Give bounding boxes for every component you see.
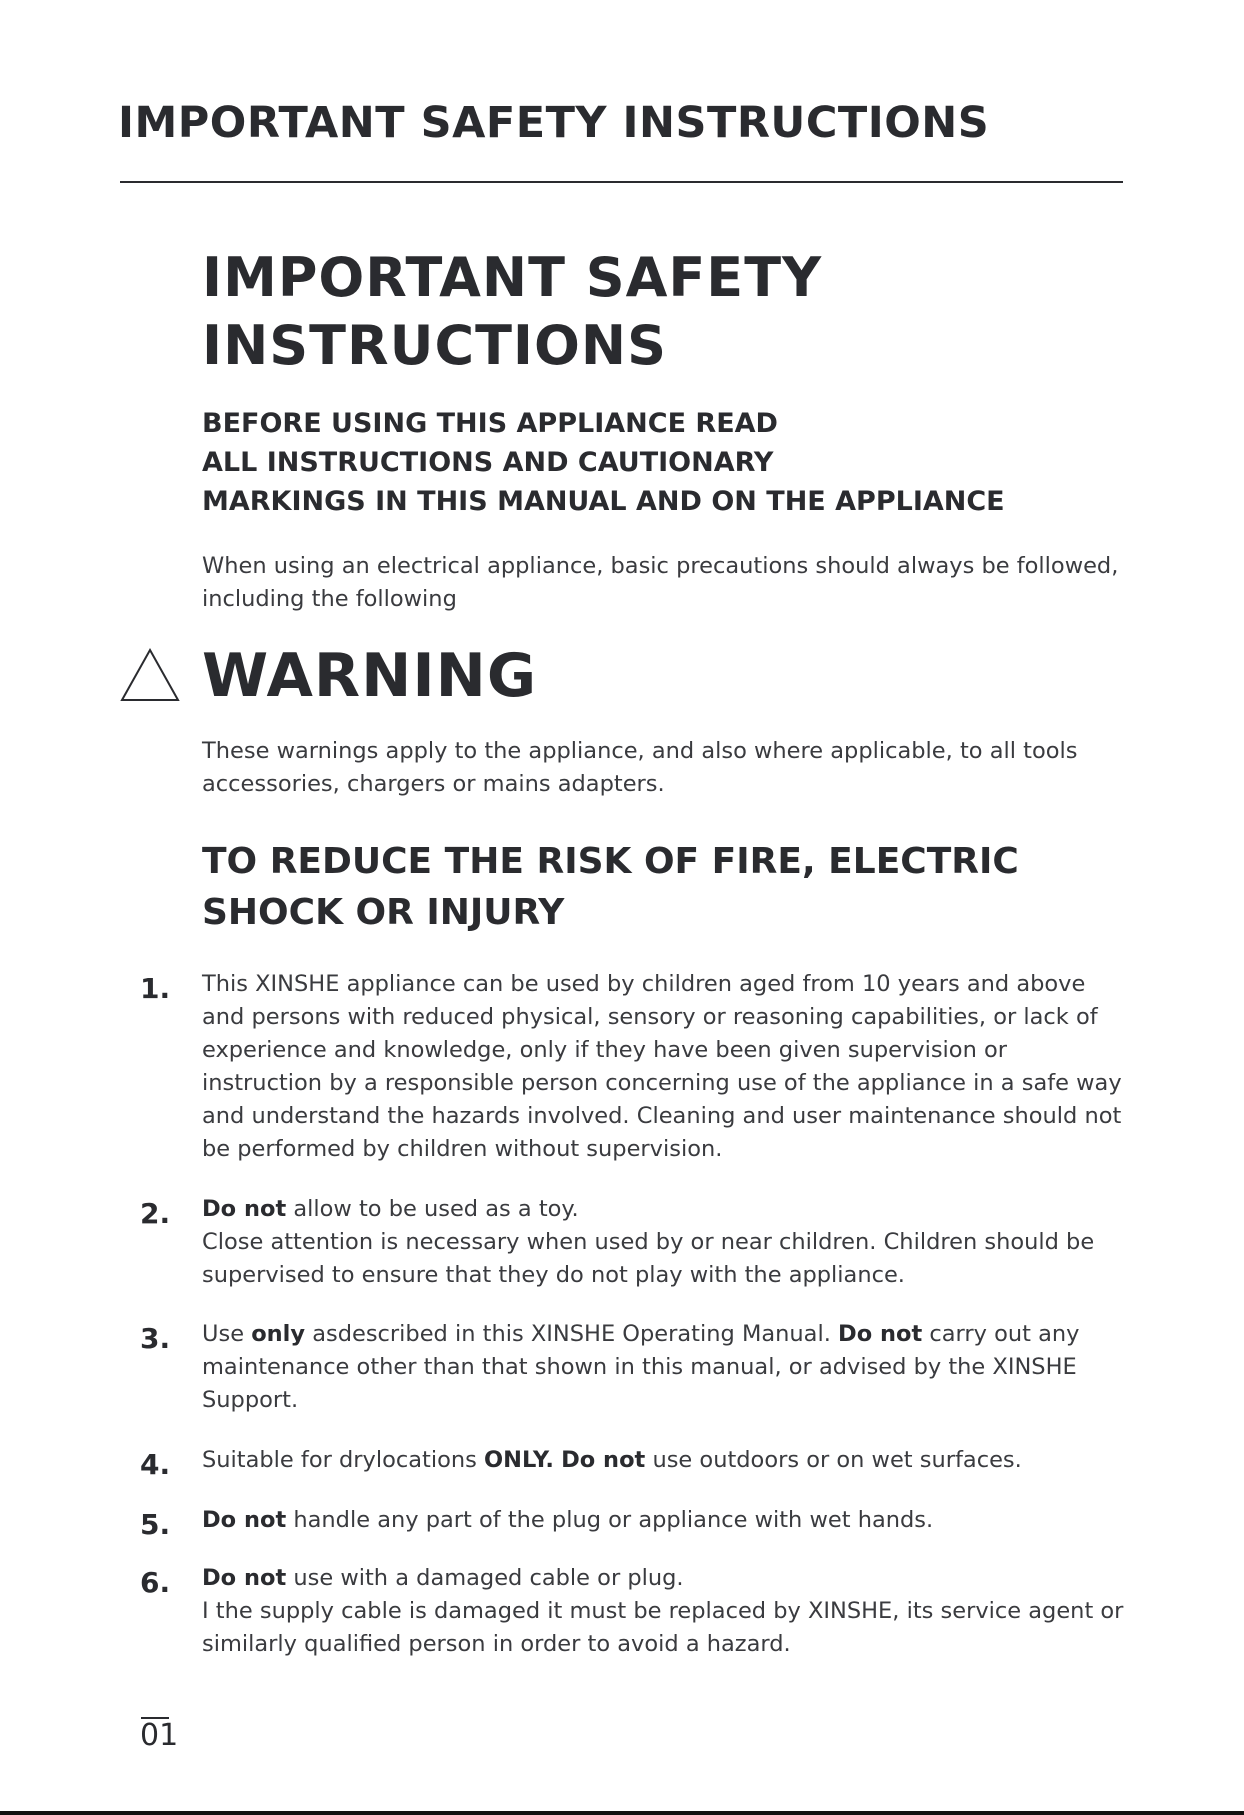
item-text-span: use outdoors or on wet surfaces.	[645, 1447, 1022, 1473]
read-instructions-heading	[202, 404, 1005, 521]
sub-heading-line: BEFORE USING THIS APPLIANCE READ	[202, 408, 778, 439]
main-title-line: INSTRUCTIONS	[202, 314, 667, 377]
item-text	[202, 1318, 1132, 1417]
item-paragraph	[202, 1318, 1132, 1417]
risk-heading	[202, 836, 1019, 938]
main-title	[202, 244, 822, 380]
header-divider	[120, 181, 1123, 183]
item-text	[202, 1562, 1132, 1661]
item-text	[202, 1504, 1132, 1537]
item-paragraph: This XINSHE appliance can be used by children aged from 10 years and above and persons with reduced physical, sensory or reasoning capabilities, or lack of experience and knowledge, only if they have been given supervision or instruction by a responsible person concerning use of the appliance in a safe way and understand the hazards involved. Cleaning and user maintenance should not be performed by children without supervision.	[202, 971, 1122, 1162]
running-header: IMPORTANT SAFETY INSTRUCTIONS	[118, 98, 990, 148]
item-text-span: use with a damaged cable or plug.	[286, 1565, 684, 1591]
item-text-span: handle any part of the plug or appliance with wet hands.	[286, 1507, 934, 1533]
emphasis: Do not	[561, 1447, 646, 1473]
risk-heading-line: SHOCK OR INJURY	[202, 892, 565, 933]
item-number: 1.	[140, 972, 171, 1005]
emphasis: ONLY.	[484, 1447, 554, 1473]
item-text	[202, 1193, 1132, 1292]
emphasis: Do not	[202, 1507, 287, 1533]
item-text	[202, 1444, 1132, 1477]
emphasis: Do not	[202, 1196, 287, 1222]
main-title-line: IMPORTANT SAFETY	[202, 246, 823, 309]
intro-paragraph: When using an electrical appliance, basic precautions should always be followed, including the following	[202, 553, 1119, 612]
item-text-span: allow to be used as a toy.	[286, 1196, 579, 1222]
sub-heading-line: MARKINGS IN THIS MANUAL AND ON THE APPLIANCE	[202, 486, 1005, 517]
item-paragraph	[202, 1444, 1132, 1477]
item-number: 4.	[140, 1448, 171, 1481]
page-number: 01	[140, 1718, 179, 1753]
item-paragraph: Close attention is necessary when used by or near children. Children should be supervised to ensure that they do not play with the appliance.	[202, 1229, 1095, 1288]
item-paragraph: I the supply cable is damaged it must be replaced by XINSHE, its service agent or similarly qualified person in order to avoid a hazard.	[202, 1598, 1124, 1657]
warning-title: WARNING	[202, 641, 538, 711]
item-text-span: Suitable for drylocations	[202, 1447, 485, 1473]
risk-heading-line: TO REDUCE THE RISK OF FIRE, ELECTRIC	[202, 841, 1019, 882]
item-text-span: Use	[202, 1321, 252, 1347]
item-number: 2.	[140, 1197, 171, 1230]
item-number: 3.	[140, 1322, 171, 1355]
item-number: 5.	[140, 1508, 171, 1541]
emphasis: Do not	[202, 1565, 287, 1591]
warning-text: These warnings apply to the appliance, and also where applicable, to all tools accessories, chargers or mains adapters.	[202, 738, 1078, 797]
item-paragraph	[202, 1504, 1132, 1537]
emphasis: Do not	[838, 1321, 923, 1347]
item-paragraph	[202, 1193, 1132, 1226]
emphasis: only	[251, 1321, 306, 1347]
item-number: 6.	[140, 1566, 171, 1599]
sub-heading-line: ALL INSTRUCTIONS AND CAUTIONARY	[202, 447, 774, 478]
item-text-span: asdescribed in this XINSHE Operating Manual.	[305, 1321, 839, 1347]
item-paragraph	[202, 1562, 1132, 1595]
bottom-edge-line	[0, 1811, 1244, 1815]
warning-triangle-icon	[119, 647, 181, 703]
item-text-span: carry out any maintenance other than that shown in this manual, or advised by the XINSHE Support.	[202, 1321, 1080, 1413]
item-text	[202, 968, 1132, 1166]
